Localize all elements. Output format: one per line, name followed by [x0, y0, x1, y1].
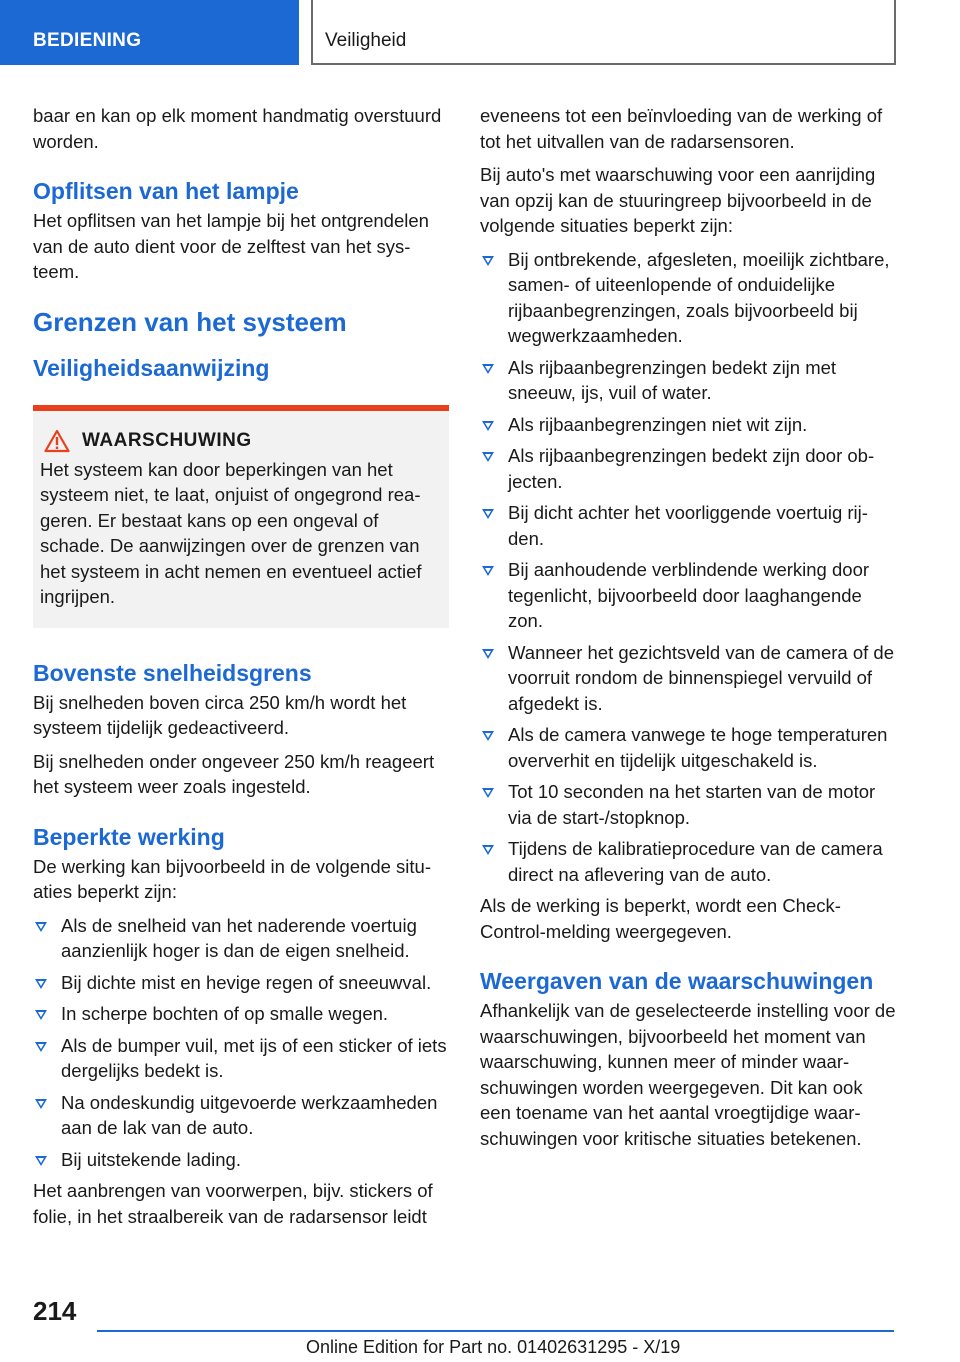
left-column	[33, 103, 449, 1237]
triangle-bullet-icon	[35, 979, 47, 989]
intro-paragraph: baar en kan op elk moment handmatig overstuurd worden.	[33, 105, 442, 152]
warning-text: Het systeem kan door beperkingen van het systeem niet, te laat, onjuist of ongegrond reageren. Er bestaat kans op een ongeval of schade. De aanwijzingen over de grenzen van het systeem in acht nemen en eventueel actief ingrijpen.	[40, 458, 422, 607]
triangle-bullet-icon	[482, 566, 494, 576]
list-item: Na ondeskundig uitgevoerde werkzaamheden aan de lak van de auto.	[33, 1090, 449, 1141]
limited-heading: Beperkte werking	[33, 823, 225, 850]
triangle-bullet-icon	[482, 788, 494, 798]
warning-header	[40, 429, 441, 453]
triangle-bullet-icon	[482, 256, 494, 266]
triangle-bullet-icon	[482, 731, 494, 741]
triangle-bullet-icon	[482, 649, 494, 659]
list-item: Als rijbaanbegrenzingen niet wit zijn.	[480, 412, 896, 438]
check-control-paragraph: Als de werking is beperkt, wordt een Check-Control-melding weergegeven.	[480, 895, 841, 942]
list-item: Als rijbaanbegrenzingen bedekt zijn door objecten.	[480, 443, 896, 494]
speed-heading: Bovenste snelheidsgrens	[33, 659, 312, 686]
speed-paragraph-2: Bij snelheden onder ongeveer 250 km/h reageert het systeem weer zoals ingesteld.	[33, 750, 435, 797]
list-item: Bij uitstekende lading.	[33, 1147, 449, 1173]
triangle-bullet-icon	[35, 1042, 47, 1052]
triangle-bullet-icon	[35, 1010, 47, 1020]
list-item: Tijdens de kalibratieprocedure van de camera direct na aflevering van de auto.	[480, 836, 896, 887]
list-item: Bij aanhoudende verblindende werking door tegenlicht, bijvoorbeeld door laaghangende zon.	[480, 557, 896, 634]
warning-box	[33, 405, 449, 628]
warning-triangle-icon	[44, 429, 70, 453]
limited-intro: De werking kan bijvoorbeeld in de volgende situaties beperkt zijn:	[33, 855, 431, 902]
limited-list	[33, 913, 449, 1173]
safety-heading: Veiligheidsaanwijzing	[33, 354, 270, 381]
steering-list	[480, 247, 896, 888]
steering-intro: Bij auto's met waarschuwing voor een aanrijding van opzij kan de stuuringreep bijvoorbeeld in de volgende situaties beperkt zijn:	[480, 164, 876, 236]
triangle-bullet-icon	[482, 845, 494, 855]
section-tab: BEDIENING	[0, 0, 299, 65]
speed-paragraph-1: Bij snelheden boven circa 250 km/h wordt het systeem tijdelijk gedeactiveerd.	[33, 691, 407, 738]
list-item: Als de snelheid van het naderende voertuig aanzienlijk hoger is dan de eigen snelheid.	[33, 913, 449, 964]
flash-paragraph: Het opflitsen van het lampje bij het ontgrendelen van de auto dient voor de zelftest van het systeem.	[33, 210, 429, 282]
chapter-title: Veiligheid	[311, 0, 896, 65]
flash-heading: Opflitsen van het lampje	[33, 178, 299, 204]
display-paragraph: Afhankelijk van de geselecteerde instelling voor de waarschuwingen, bijvoorbeeld het moment van waarschuwing, kunnen meer of minder waarschuwingen worden weergegeven. Dit kan ook een toename van het aantal vroegtijdige waarschuwingen voor kritische situaties betekenen.	[480, 1000, 896, 1149]
list-item: Als de bumper vuil, met ijs of een sticker of iets dergelijks bedekt is.	[33, 1033, 449, 1084]
triangle-bullet-icon	[482, 364, 494, 374]
list-item: In scherpe bochten of op smalle wegen.	[33, 1001, 449, 1027]
list-item: Bij dichte mist en hevige regen of sneeuwval.	[33, 970, 449, 996]
limited-outro: Het aanbrengen van voorwerpen, bijv. stickers of folie, in het straalbereik van de radarsensor leidt	[33, 1180, 433, 1227]
page-number: 214	[33, 1296, 77, 1326]
warning-title: WAARSCHUWING	[82, 429, 252, 451]
list-item: Bij dicht achter het voorliggende voertuig rijden.	[480, 500, 896, 551]
triangle-bullet-icon	[482, 421, 494, 431]
list-item: Als de camera vanwege te hoge temperaturen oververhit en tijdelijk uitgeschakeld is.	[480, 722, 896, 773]
list-item: Tot 10 seconden na het starten van de motor via de start-/stopknop.	[480, 779, 896, 830]
list-item: Wanneer het gezichtsveld van de camera of de voorruit rondom de binnenspiegel vervuild of afgedekt is.	[480, 640, 896, 717]
display-heading: Weergaven van de waarschuwingen	[480, 968, 874, 994]
footer-edition: Online Edition for Part no. 01402631295 - X/19	[306, 1337, 681, 1357]
triangle-bullet-icon	[482, 509, 494, 519]
triangle-bullet-icon	[35, 922, 47, 932]
list-item: Bij ontbrekende, afgesleten, moeilijk zichtbare, samen- of uiteenlopende of onduidelijke rijbaanbegrenzingen, zoals bijvoorbeeld bij wegwerkzaamheden.	[480, 247, 896, 349]
list-item: Als rijbaanbegrenzingen bedekt zijn met sneeuw, ijs, vuil of water.	[480, 355, 896, 406]
triangle-bullet-icon	[35, 1099, 47, 1109]
triangle-bullet-icon	[482, 452, 494, 462]
right-column	[480, 103, 896, 1159]
triangle-bullet-icon	[35, 1156, 47, 1166]
continued-paragraph: eveneens tot een beïnvloeding van de werking of tot het uitvallen van de radarsensoren.	[480, 105, 883, 152]
limits-heading: Grenzen van het systeem	[33, 306, 347, 337]
footer-divider	[97, 1330, 894, 1332]
